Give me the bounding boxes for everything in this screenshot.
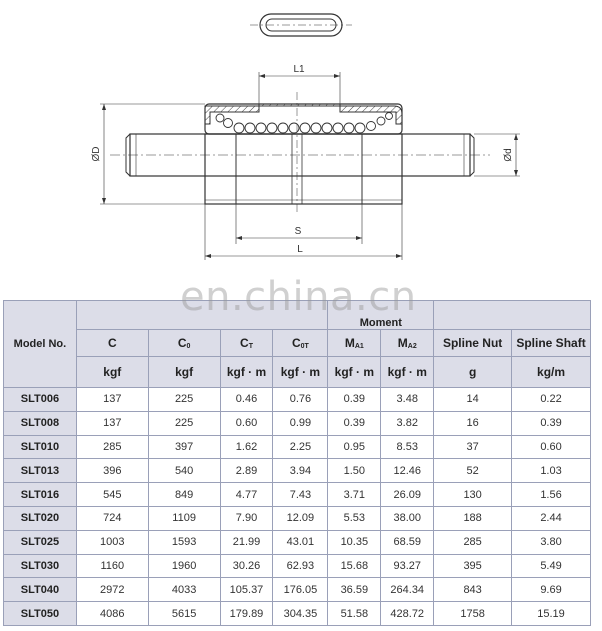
value-cell: 43.01 (273, 530, 328, 554)
model-cell: SLT006 (4, 388, 77, 412)
column-unit-1: kgf (148, 357, 220, 388)
value-cell: 4.77 (220, 483, 273, 507)
value-cell: 52 (434, 459, 512, 483)
spec-table (3, 300, 591, 626)
column-header-2: $C_T$ (220, 330, 273, 357)
value-cell: 36.59 (328, 578, 381, 602)
table-row (4, 602, 591, 626)
value-cell: 2.89 (220, 459, 273, 483)
value-cell: 2.44 (512, 506, 591, 530)
value-cell: 37 (434, 435, 512, 459)
table-row (4, 411, 591, 435)
value-cell: 38.00 (381, 506, 434, 530)
value-cell: 30.26 (220, 554, 273, 578)
value-cell: 1160 (76, 554, 148, 578)
spline-nut-drawing (0, 0, 602, 300)
model-cell: SLT010 (4, 435, 77, 459)
model-cell: SLT050 (4, 602, 77, 626)
nut-upper-section (205, 104, 402, 124)
model-cell: SLT008 (4, 411, 77, 435)
value-cell: 2.25 (273, 435, 328, 459)
value-cell: 285 (76, 435, 148, 459)
value-cell: 843 (434, 578, 512, 602)
table-row (4, 578, 591, 602)
value-cell: 264.34 (381, 578, 434, 602)
value-cell: 0.95 (328, 435, 381, 459)
value-cell: 137 (76, 411, 148, 435)
column-unit-3: kgf · m (273, 357, 328, 388)
value-cell: 3.94 (273, 459, 328, 483)
value-cell: 0.46 (220, 388, 273, 412)
value-cell: 9.69 (512, 578, 591, 602)
value-cell: 2972 (76, 578, 148, 602)
column-header-1: $C_0$ (148, 330, 220, 357)
value-cell: 21.99 (220, 530, 273, 554)
value-cell: 7.90 (220, 506, 273, 530)
column-header-4: $M_{A1}$ (328, 330, 381, 357)
value-cell: 428.72 (381, 602, 434, 626)
value-cell: 5.53 (328, 506, 381, 530)
value-cell: 26.09 (381, 483, 434, 507)
value-cell: 0.76 (273, 388, 328, 412)
value-cell: 1003 (76, 530, 148, 554)
watermark: en.china.cn (180, 274, 417, 320)
column-header-0: C (76, 330, 148, 357)
value-cell: 395 (434, 554, 512, 578)
value-cell: 68.59 (381, 530, 434, 554)
value-cell: 3.71 (328, 483, 381, 507)
value-cell: 130 (434, 483, 512, 507)
spec-table-body (4, 388, 591, 626)
header-symbol-row (4, 330, 591, 357)
value-cell: 0.39 (328, 411, 381, 435)
value-cell: 1.03 (512, 459, 591, 483)
value-cell: 1593 (148, 530, 220, 554)
value-cell: 4086 (76, 602, 148, 626)
value-cell: 14 (434, 388, 512, 412)
column-unit-2: kgf · m (220, 357, 273, 388)
dim-od-label: ØD (91, 146, 102, 162)
column-header-5: $M_{A2}$ (381, 330, 434, 357)
table-row (4, 388, 591, 412)
table-row (4, 554, 591, 578)
value-cell: 0.39 (512, 411, 591, 435)
value-cell: 188 (434, 506, 512, 530)
value-cell: 176.05 (273, 578, 328, 602)
model-cell: SLT040 (4, 578, 77, 602)
model-cell: SLT025 (4, 530, 77, 554)
moment-group-header: Moment (328, 301, 434, 330)
value-cell: 15.19 (512, 602, 591, 626)
column-header-7: Spline Shaft (512, 330, 591, 357)
value-cell: 1109 (148, 506, 220, 530)
header-unit-row (4, 357, 591, 388)
value-cell: 225 (148, 388, 220, 412)
table-row (4, 483, 591, 507)
value-cell: 0.99 (273, 411, 328, 435)
value-cell: 397 (148, 435, 220, 459)
column-unit-6: g (434, 357, 512, 388)
column-header-6: Spline Nut (434, 330, 512, 357)
model-cell: SLT016 (4, 483, 77, 507)
column-header-3: $C_{0T}$ (273, 330, 328, 357)
dim-s-label: S (294, 226, 302, 237)
value-cell: 396 (76, 459, 148, 483)
value-cell: 12.09 (273, 506, 328, 530)
value-cell: 1960 (148, 554, 220, 578)
dim-d-label: Ød (503, 148, 514, 162)
value-cell: 12.46 (381, 459, 434, 483)
value-cell: 3.48 (381, 388, 434, 412)
value-cell: 10.35 (328, 530, 381, 554)
value-cell: 1.50 (328, 459, 381, 483)
value-cell: 545 (76, 483, 148, 507)
value-cell: 137 (76, 388, 148, 412)
model-cell: SLT020 (4, 506, 77, 530)
value-cell: 179.89 (220, 602, 273, 626)
value-cell: 62.93 (273, 554, 328, 578)
model-header: Model No. (4, 301, 77, 388)
value-cell: 16 (434, 411, 512, 435)
value-cell: 8.53 (381, 435, 434, 459)
value-cell: 15.68 (328, 554, 381, 578)
value-cell: 304.35 (273, 602, 328, 626)
column-unit-7: kg/m (512, 357, 591, 388)
header-group-blank-right (434, 301, 591, 330)
model-cell: SLT030 (4, 554, 77, 578)
model-cell: SLT013 (4, 459, 77, 483)
value-cell: 285 (434, 530, 512, 554)
value-cell: 0.60 (512, 435, 591, 459)
value-cell: 4033 (148, 578, 220, 602)
value-cell: 1.56 (512, 483, 591, 507)
table-row (4, 530, 591, 554)
value-cell: 225 (148, 411, 220, 435)
value-cell: 0.60 (220, 411, 273, 435)
table-row (4, 506, 591, 530)
value-cell: 5.49 (512, 554, 591, 578)
table-row (4, 435, 591, 459)
column-unit-4: kgf · m (328, 357, 381, 388)
value-cell: 3.80 (512, 530, 591, 554)
value-cell: 540 (148, 459, 220, 483)
value-cell: 7.43 (273, 483, 328, 507)
column-unit-5: kgf · m (381, 357, 434, 388)
value-cell: 93.27 (381, 554, 434, 578)
dim-l-label: L (297, 244, 303, 255)
value-cell: 724 (76, 506, 148, 530)
value-cell: 849 (148, 483, 220, 507)
value-cell: 1.62 (220, 435, 273, 459)
column-unit-0: kgf (76, 357, 148, 388)
dim-l1-label: L1 (293, 64, 305, 75)
value-cell: 105.37 (220, 578, 273, 602)
value-cell: 51.58 (328, 602, 381, 626)
value-cell: 3.82 (381, 411, 434, 435)
table-row (4, 459, 591, 483)
value-cell: 1758 (434, 602, 512, 626)
ball-row (216, 113, 393, 134)
value-cell: 0.22 (512, 388, 591, 412)
value-cell: 0.39 (328, 388, 381, 412)
value-cell: 5615 (148, 602, 220, 626)
nut-lower-body (205, 134, 402, 204)
